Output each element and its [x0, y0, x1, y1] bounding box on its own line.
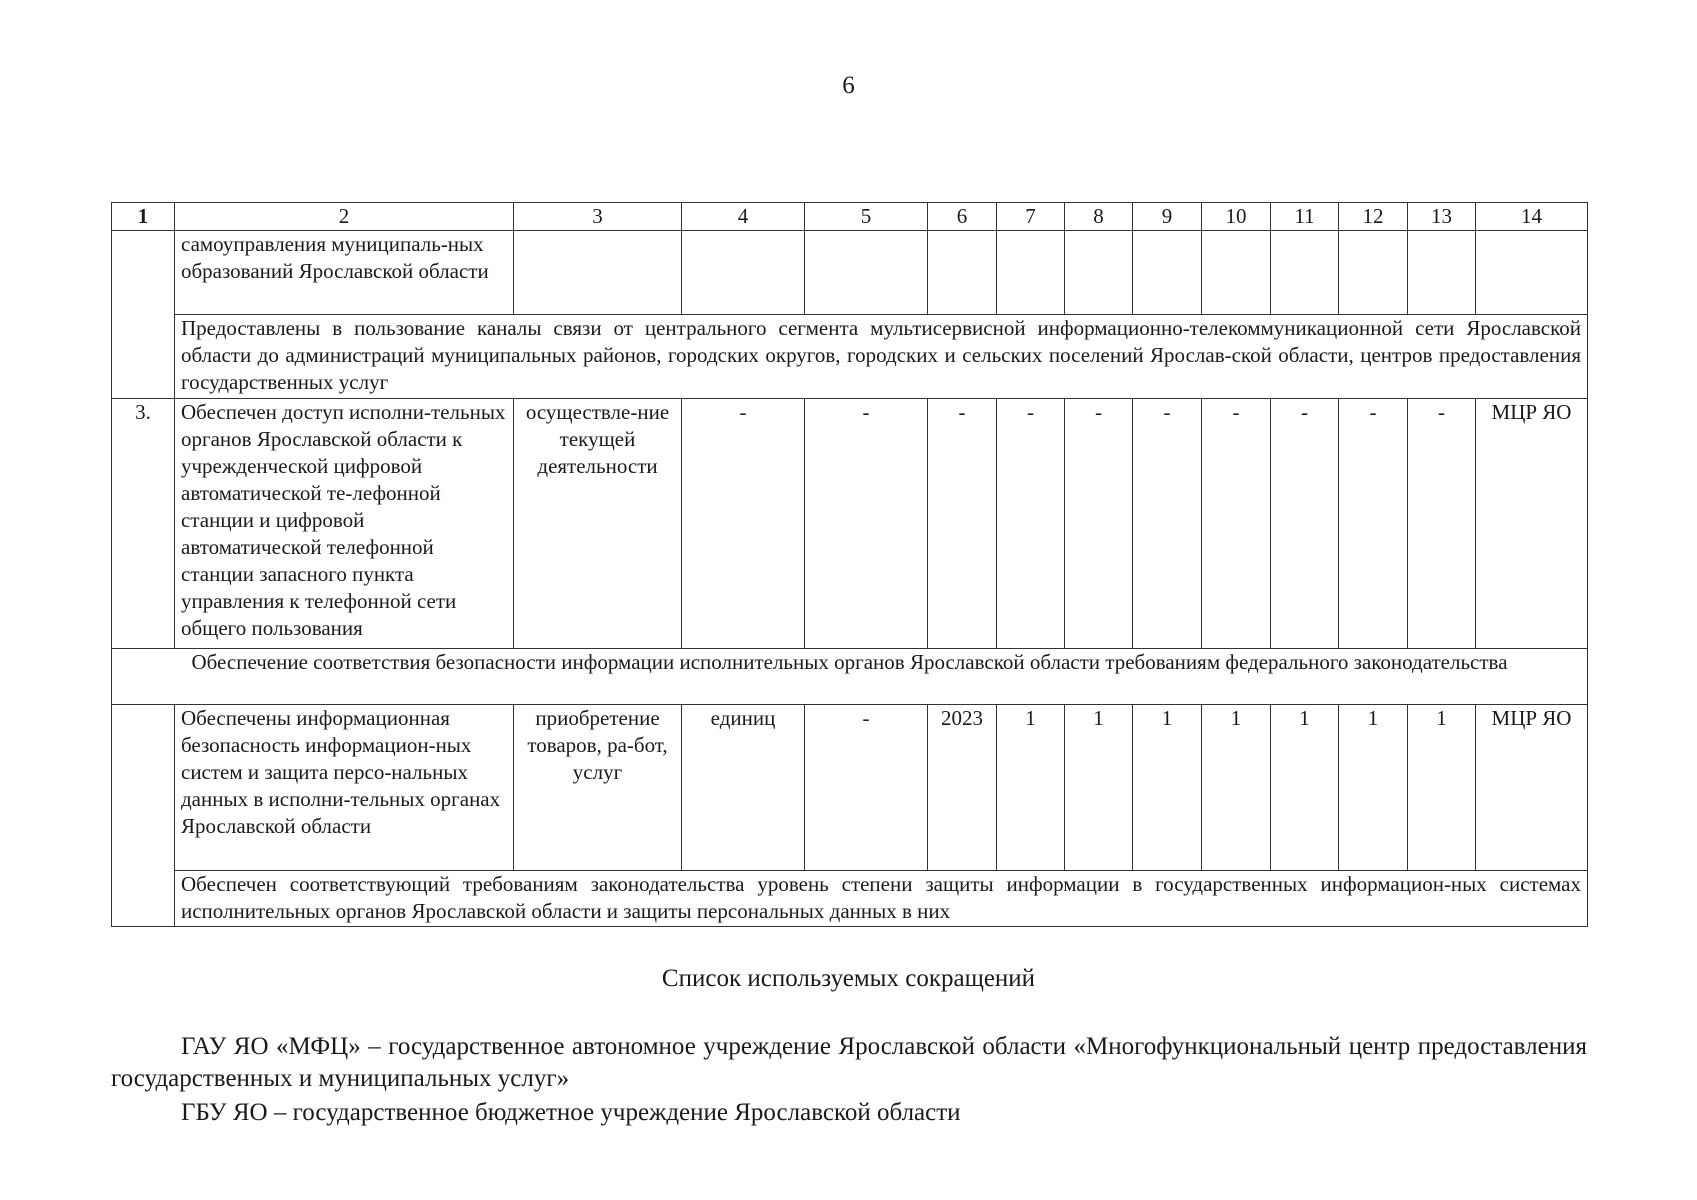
section-row	[112, 649, 1588, 705]
section-title-cell: Обеспечение соответствия безопасности информации исполнительных органов Ярославской области требованиям федерального законодательства	[112, 649, 1588, 705]
abbreviation-item: ГАУ ЯО «МФЦ» – государственное автономное учреждение Ярославской области «Многофункциональный центр предоставления государственных и муниципальных услуг»	[111, 1033, 1587, 1092]
table-cell: 1	[1065, 705, 1133, 871]
abbreviations-title: Список используемых сокращений	[661, 965, 1036, 992]
header-cell: 11	[1271, 203, 1339, 231]
header-cell: 1	[112, 203, 175, 231]
header-cell: 13	[1408, 203, 1476, 231]
result-row	[112, 871, 1588, 927]
table-cell	[1476, 231, 1588, 315]
table-cell	[928, 231, 997, 315]
table-cell	[1065, 231, 1133, 315]
measure-name-cell: Обеспечены информационная безопасность информацион-ных систем и защита персо-нальных данных в исполни-тельных органах Ярославской области	[175, 705, 514, 871]
table-cell: 1	[1408, 705, 1476, 871]
header-cell: 6	[928, 203, 997, 231]
table-cell	[1271, 231, 1339, 315]
table-row	[112, 399, 1588, 649]
table-cell: -	[805, 705, 928, 871]
table-cell: 1	[1271, 705, 1339, 871]
table-cell: -	[1133, 399, 1202, 649]
table-cell	[682, 231, 805, 315]
table-cell	[1339, 231, 1408, 315]
result-text-cell: Предоставлены в пользование каналы связи от центрального сегмента мультисервисной информационно-телекоммуникационной сети Ярославской области до администраций муниципальных районов, городских округов, городских и сельских поселений Ярослав-ской области, центров предоставления государственных услуг	[175, 315, 1588, 399]
header-cell: 9	[1133, 203, 1202, 231]
abbreviation-item: ГБУ ЯО – государственное бюджетное учреждение Ярославской области	[181, 1099, 961, 1126]
table-row	[112, 231, 1588, 315]
table-cell	[1202, 231, 1271, 315]
row-number-cell	[112, 705, 175, 927]
unit-cell: -	[682, 399, 805, 649]
responsible-cell: МЦР ЯО	[1476, 705, 1588, 871]
table-cell: -	[1271, 399, 1339, 649]
table-cell: 1	[997, 705, 1065, 871]
table-cell: 1	[1133, 705, 1202, 871]
header-cell: 8	[1065, 203, 1133, 231]
measures-table	[111, 202, 1588, 927]
table-cell: -	[1408, 399, 1476, 649]
header-cell: 3	[514, 203, 682, 231]
table-header-row	[112, 203, 1588, 231]
measure-name-cell: самоуправления муниципаль-ных образований Ярославской области	[175, 231, 514, 315]
header-cell: 12	[1339, 203, 1408, 231]
table-cell	[1408, 231, 1476, 315]
table-cell: 1	[1339, 705, 1408, 871]
row-number-cell	[112, 231, 175, 399]
header-cell: 4	[682, 203, 805, 231]
page-number: 6	[842, 72, 855, 99]
header-cell: 7	[997, 203, 1065, 231]
unit-cell: единиц	[682, 705, 805, 871]
result-text-cell: Обеспечен соответствующий требованиям законодательства уровень степени защиты информации в государственных информацион-ных системах исполнительных органов Ярославской области и защиты персональных данных в них	[175, 871, 1588, 927]
table-cell	[514, 231, 682, 315]
header-cell: 14	[1476, 203, 1588, 231]
table-cell	[805, 231, 928, 315]
responsible-cell: МЦР ЯО	[1476, 399, 1588, 649]
table-cell	[1133, 231, 1202, 315]
measure-name-cell: Обеспечен доступ исполни-тельных органов Ярославской области к учрежденческой цифровой автоматической те-лефонной станции и цифровой автоматической телефонной станции запасного пункта управления к телефонной сети общего пользования	[175, 399, 514, 649]
table-row	[112, 705, 1588, 871]
table-cell	[997, 231, 1065, 315]
measure-type-cell: осуществле-ние текущей деятельности	[514, 399, 682, 649]
table-cell: -	[1065, 399, 1133, 649]
header-cell: 10	[1202, 203, 1271, 231]
table-cell: -	[1339, 399, 1408, 649]
table-cell: -	[928, 399, 997, 649]
table-cell: -	[805, 399, 928, 649]
table-cell: -	[1202, 399, 1271, 649]
header-cell: 2	[175, 203, 514, 231]
table-cell: -	[997, 399, 1065, 649]
table-cell: 1	[1202, 705, 1271, 871]
year-cell: 2023	[928, 705, 997, 871]
measure-type-cell: приобретение товаров, ра-бот, услуг	[514, 705, 682, 871]
result-row	[112, 315, 1588, 399]
row-number-cell: 3.	[112, 399, 175, 649]
header-cell: 5	[805, 203, 928, 231]
